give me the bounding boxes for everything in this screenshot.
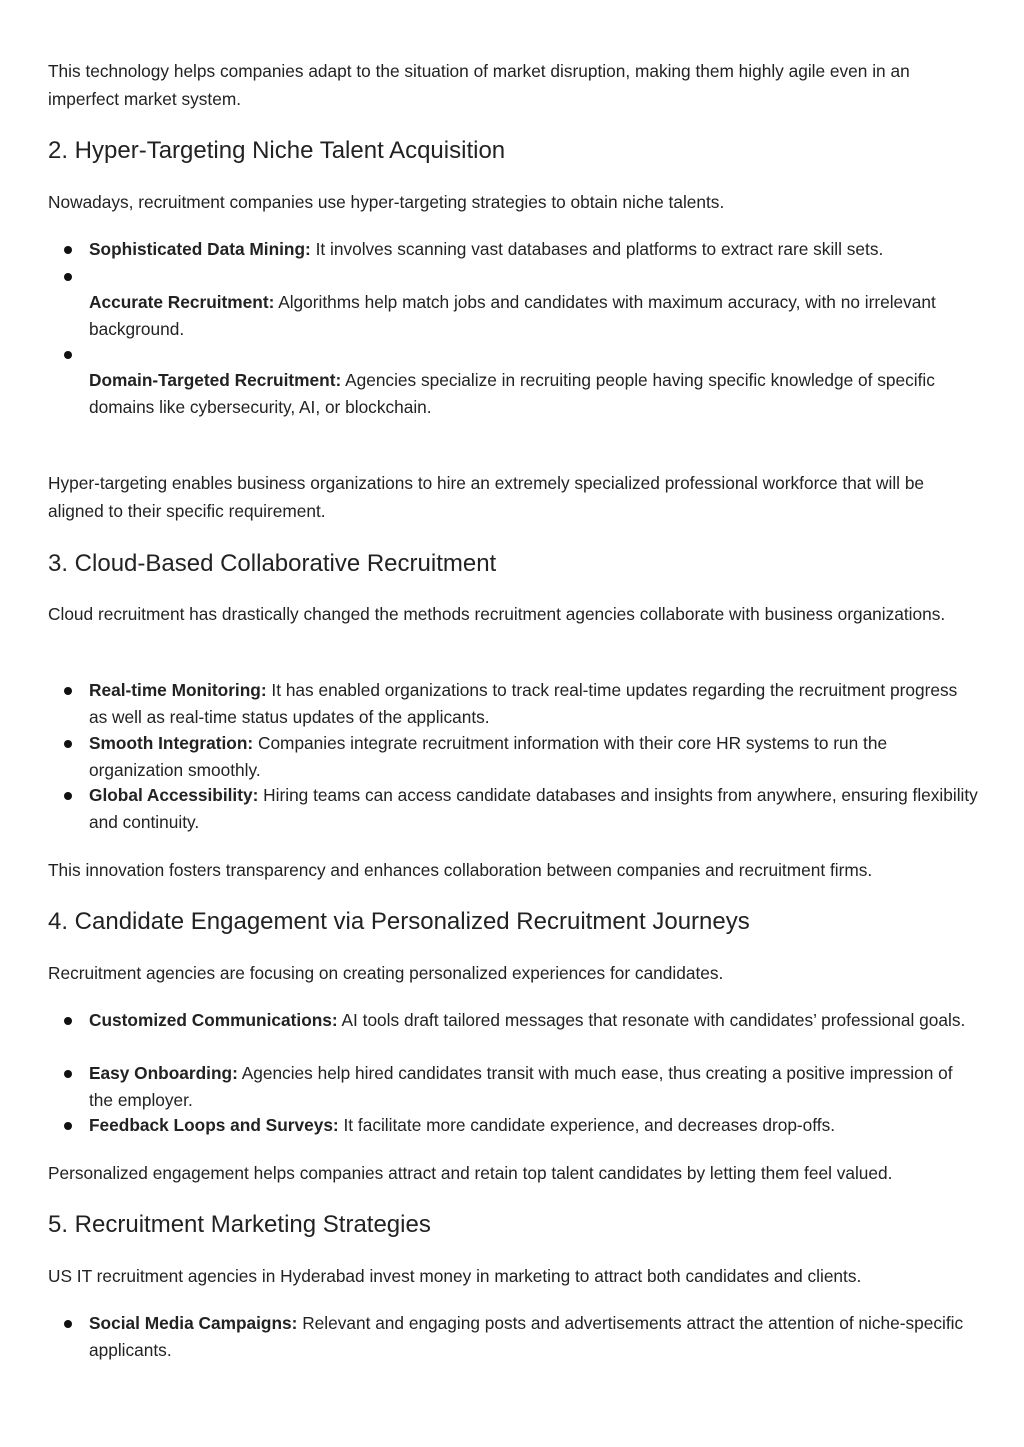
list-item-title: Customized Communications: <box>89 1010 338 1030</box>
list-item <box>89 677 979 730</box>
list-item-text: Agencies specialize in recruiting people having specific knowledge of specific domains like cybersecurity, AI, or blockchain. <box>89 370 935 417</box>
section-intro-paragraph: US IT recruitment agencies in Hyderabad invest money in marketing to attract both candidates and clients. <box>48 1266 862 1286</box>
list-item <box>89 1112 979 1139</box>
section-intro-paragraph: Recruitment agencies are focusing on creating personalized experiences for candidates. <box>48 963 724 983</box>
section-closing-paragraph: This innovation fosters transparency and enhances collaboration between companies and recruitment firms. <box>48 860 873 880</box>
bullet-icon <box>64 740 72 748</box>
list-item <box>89 782 979 835</box>
section-intro-paragraph: Cloud recruitment has drastically changed the methods recruitment agencies collaborate with business organizations. <box>48 604 946 624</box>
bullet-icon <box>64 687 72 695</box>
section-heading: 4. Candidate Engagement via Personalized Recruitment Journeys <box>48 908 750 935</box>
list-item-text: Relevant and engaging posts and advertisements attract the attention of niche-specific applicants. <box>89 1313 964 1360</box>
list-item <box>89 236 979 263</box>
bullet-icon <box>64 1320 72 1328</box>
section-closing-paragraph: Personalized engagement helps companies attract and retain top talent candidates by letting them feel valued. <box>48 1163 893 1183</box>
section-heading: 3. Cloud-Based Collaborative Recruitment <box>48 550 497 577</box>
list-item-text: It facilitate more candidate experience, and decreases drop-offs. <box>338 1115 836 1135</box>
list-item-title: Global Accessibility: <box>89 785 259 805</box>
list-item <box>89 730 979 783</box>
list-item <box>89 367 979 420</box>
list-item <box>89 1007 979 1034</box>
list-item-text: Agencies help hired candidates transit with much ease, thus creating a positive impression of the employer. <box>89 1063 953 1110</box>
bullet-icon <box>64 792 72 800</box>
list-item-title: Real-time Monitoring: <box>89 680 267 700</box>
section-closing-paragraph: Hyper-targeting enables business organizations to hire an extremely specialized professional workforce that will be aligned to their specific requirement. <box>48 473 925 521</box>
list-item-text: Algorithms help match jobs and candidates with maximum accuracy, with no irrelevant background. <box>89 292 936 339</box>
list-item-text: It has enabled organizations to track real-time updates regarding the recruitment progress as well as real-time status updates of the applicants. <box>89 680 958 727</box>
list-item-title: Domain-Targeted Recruitment: <box>89 370 342 390</box>
list-item-text: Companies integrate recruitment information with their core HR systems to run the organization smoothly. <box>89 733 888 780</box>
list-item-title: Accurate Recruitment: <box>89 292 275 312</box>
list-item-text: Hiring teams can access candidate databases and insights from anywhere, ensuring flexibility and continuity. <box>89 785 978 832</box>
list-item-title: Smooth Integration: <box>89 733 254 753</box>
bullet-icon <box>64 1070 72 1078</box>
list-item-title: Social Media Campaigns: <box>89 1313 298 1333</box>
list-item <box>89 289 979 342</box>
bullet-icon <box>64 1017 72 1025</box>
bullet-icon <box>64 351 72 359</box>
intro-closing-paragraph: This technology helps companies adapt to the situation of market disruption, making them highly agile even in an imperfect market system. <box>48 61 910 109</box>
bullet-icon <box>64 246 72 254</box>
list-item-title: Sophisticated Data Mining: <box>89 239 311 259</box>
list-item <box>89 1060 979 1113</box>
bullet-icon <box>64 273 72 281</box>
list-item-title: Feedback Loops and Surveys: <box>89 1115 339 1135</box>
section-heading: 2. Hyper-Targeting Niche Talent Acquisition <box>48 137 506 164</box>
list-item-text: It involves scanning vast databases and platforms to extract rare skill sets. <box>310 239 884 259</box>
bullet-icon <box>64 1122 72 1130</box>
list-item-title: Easy Onboarding: <box>89 1063 238 1083</box>
list-item-text: AI tools draft tailored messages that resonate with candidates’ professional goals. <box>337 1010 966 1030</box>
section-heading: 5. Recruitment Marketing Strategies <box>48 1211 431 1238</box>
section-intro-paragraph: Nowadays, recruitment companies use hyper-targeting strategies to obtain niche talents. <box>48 192 725 212</box>
list-item <box>89 1310 979 1363</box>
